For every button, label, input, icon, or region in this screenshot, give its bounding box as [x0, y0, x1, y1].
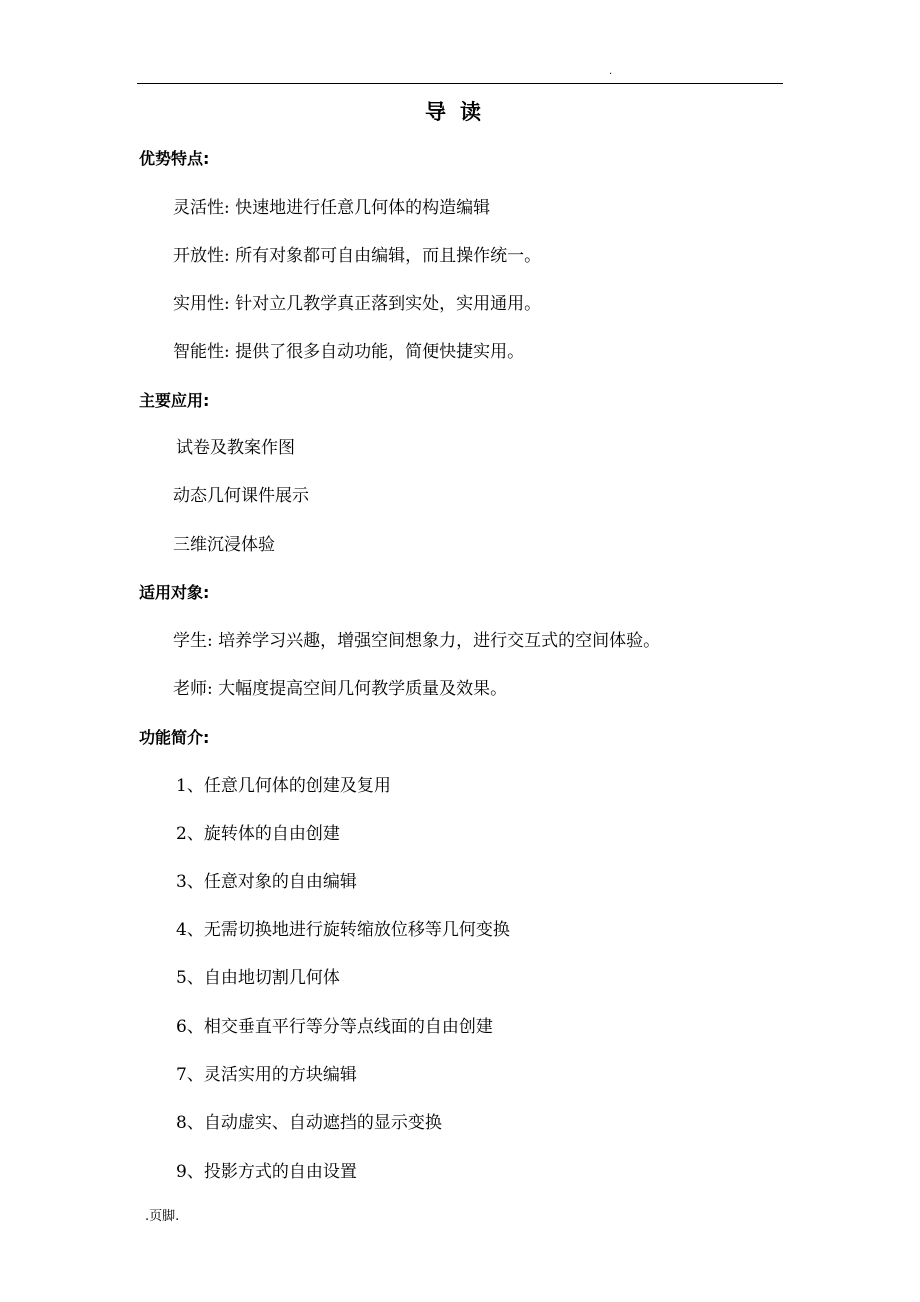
- section-heading-features: 功能简介:: [139, 728, 210, 747]
- section-heading-audience: 适用对象:: [139, 583, 210, 602]
- advantage-intelligence: 智能性: 提供了很多自动功能，简便快捷实用。: [173, 342, 525, 362]
- audience-students: 学生: 培养学习兴趣，增强空间想象力，进行交互式的空间体验。: [173, 631, 661, 651]
- header-mark: .: [609, 66, 613, 77]
- feature-item: 4、无需切换地进行旋转缩放位移等几何变换: [176, 920, 510, 940]
- feature-item: 3、任意对象的自由编辑: [176, 872, 357, 892]
- audience-teachers: 老师: 大幅度提高空间几何教学质量及效果。: [173, 679, 508, 699]
- page-footer: .页脚.: [145, 1209, 180, 1224]
- advantage-practicality: 实用性: 针对立几教学真正落到实处，实用通用。: [173, 294, 542, 314]
- application-item: 动态几何课件展示: [173, 486, 309, 506]
- section-heading-applications: 主要应用:: [139, 391, 210, 410]
- header-rule: [137, 83, 783, 84]
- feature-item: 2、旋转体的自由创建: [176, 824, 340, 844]
- section-heading-advantages: 优势特点:: [139, 149, 210, 168]
- feature-item: 6、相交垂直平行等分等点线面的自由创建: [176, 1017, 493, 1037]
- feature-item: 9、投影方式的自由设置: [176, 1162, 357, 1182]
- application-item: 试卷及教案作图: [176, 438, 295, 458]
- application-item: 三维沉浸体验: [173, 535, 275, 555]
- feature-item: 7、灵活实用的方块编辑: [176, 1065, 357, 1085]
- feature-item: 8、自动虚实、自动遮挡的显示变换: [176, 1113, 442, 1133]
- feature-item: 1、任意几何体的创建及复用: [176, 776, 391, 796]
- feature-item: 5、自由地切割几何体: [176, 968, 340, 988]
- advantage-openness: 开放性: 所有对象都可自由编辑，而且操作统一。: [173, 246, 542, 266]
- advantage-flexibility: 灵活性: 快速地进行任意几何体的构造编辑: [173, 198, 491, 218]
- page-title: 导读: [425, 100, 495, 124]
